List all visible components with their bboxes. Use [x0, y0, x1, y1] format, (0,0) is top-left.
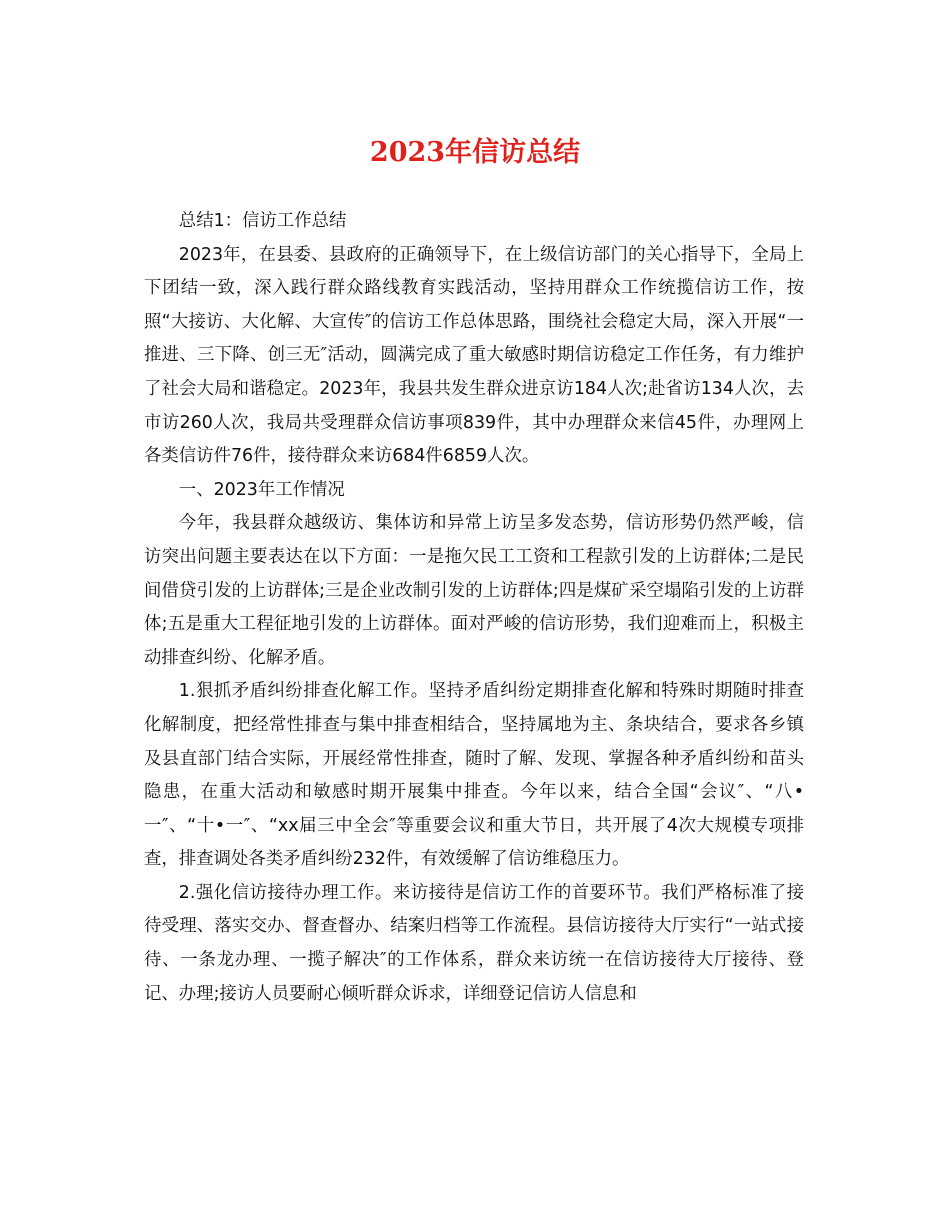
section-heading: 总结1：信访工作总结	[178, 211, 347, 231]
section-heading: 一、2023年工作情况	[178, 479, 345, 500]
paragraph: 1.狠抓矛盾纠纷排查化解工作。坚持矛盾纠纷定期排查化解和特殊时期随时排查化解制度，把经常性排查与集中排查相结合，坚持属地为主、条块结合，要求各乡镇及县直部门结合实际，开展经常性排查，随时了解、发现、掌握各种矛盾纠纷和苗头隐患，在重大活动和敏感时期开展集中排查。今年以来，结合全国“会议″、“八•一″、“十•一″、“xx届三中全会″等重要会议和重大节日，共开展了4次大规模专项排查，排查调处各类矛盾纠纷232件，有效缓解了信访维稳压力。	[144, 681, 804, 870]
paragraph: 2.强化信访接待办理工作。来访接待是信访工作的首要环节。我们严格标准了接待受理、落实交办、督查督办、结案归档等工作流程。县信访接待大厅实行“一站式接待、一条龙办理、一揽子解决″的工作体系，群众来访统一在信访接待大厅接待、登记、办理;接访人员要耐心倾听群众诉求，详细登记信访人信息和	[144, 882, 804, 1004]
document-body	[144, 205, 804, 1011]
document-title: 2023年信访总结	[369, 137, 581, 168]
paragraph: 2023年，在县委、县政府的正确领导下，在上级信访部门的关心指导下，全局上下团结一致，深入践行群众路线教育实践活动，坚持用群众工作统揽信访工作，按照“大接访、大化解、大宣传″的信访工作总体思路，围绕社会稳定大局，深入开展“一推进、三下降、创三无″活动，圆满完成了重大敏感时期信访稳定工作任务，有力维护了社会大局和谐稳定。2023年，我县共发生群众进京访184人次;赴省访134人次，去市访260人次，我局共受理群众信访事项839件，其中办理群众来信45件，办理网上各类信访件76件，接待群众来访684件6859人次。	[144, 244, 804, 467]
paragraph: 今年，我县群众越级访、集体访和异常上访呈多发态势，信访形势仍然严峻，信访突出问题主要表达在以下方面：一是拖欠民工工资和工程款引发的上访群体;二是民间借贷引发的上访群体;三是企业改制引发的上访群体;四是煤矿采空塌陷引发的上访群体;五是重大工程征地引发的上访群体。面对严峻的信访形势，我们迎难而上，积极主动排查纠纷、化解矛盾。	[144, 513, 804, 668]
